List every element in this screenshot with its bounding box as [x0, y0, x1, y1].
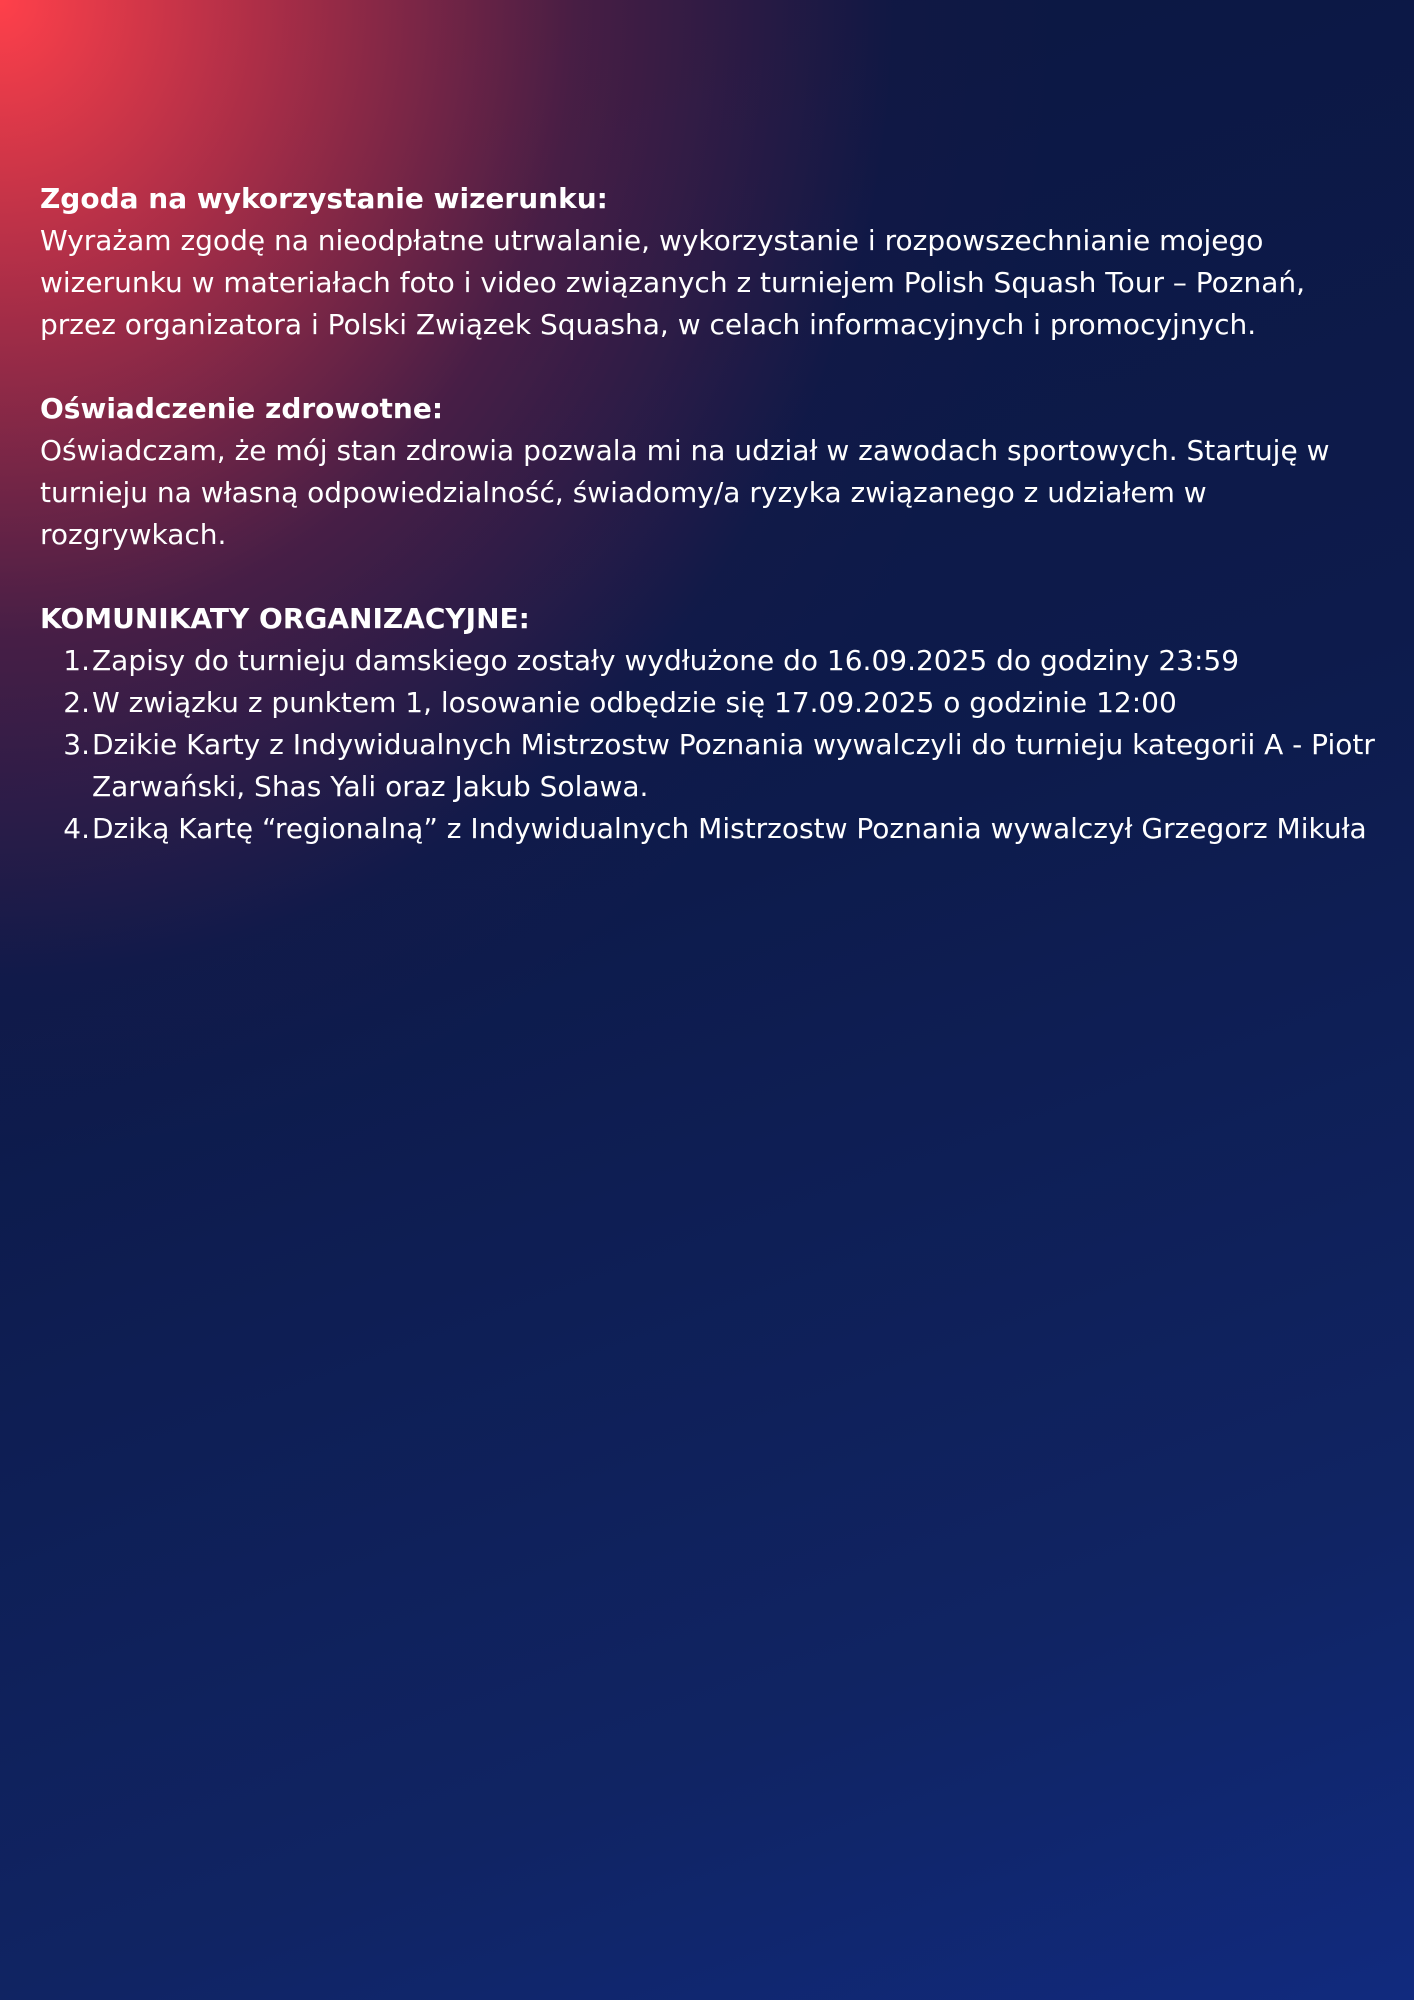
notice-text — [92, 682, 1380, 724]
spacer — [40, 346, 1380, 388]
health-line: turnieju na własną odpowiedzialność, świadomy/a ryzyka związanego z udziałem w — [40, 476, 1207, 509]
notices-list — [40, 640, 1380, 850]
health-title: Oświadczenie zdrowotne: — [40, 392, 444, 425]
notice-item — [40, 724, 1380, 808]
consent-line: Wyrażam zgodę na nieodpłatne utrwalanie, wykorzystanie i rozpowszechnianie mojego — [40, 224, 1264, 257]
consent-line: wizerunku w materiałach foto i video związanych z turniejem Polish Squash Tour – Poznań, — [40, 266, 1306, 299]
notice-line: Zarwański, Shas Yali oraz Jakub Solawa. — [92, 770, 649, 803]
notice-item — [40, 640, 1380, 682]
notice-text — [92, 724, 1380, 808]
consent-line: przez organizatora i Polski Związek Squasha, w celach informacyjnych i promocyjnych. — [40, 308, 1257, 341]
spacer — [40, 556, 1380, 598]
notice-line: Zapisy do turnieju damskiego zostały wydłużone do 16.09.2025 do godziny 23:59 — [92, 644, 1240, 677]
notice-number: 3. — [63, 728, 90, 761]
document-content — [40, 178, 1380, 850]
consent-title: Zgoda na wykorzystanie wizerunku: — [40, 182, 608, 215]
notice-line: Dzikie Karty z Indywidualnych Mistrzostw Poznania wywalczyli do turnieju kategorii A - Piotr — [92, 728, 1375, 761]
notice-text — [92, 640, 1380, 682]
notice-number: 4. — [63, 812, 90, 845]
notice-line: W związku z punktem 1, losowanie odbędzie się 17.09.2025 o godzinie 12:00 — [92, 686, 1177, 719]
notice-item — [40, 682, 1380, 724]
notice-line: Dziką Kartę “regionalną” z Indywidualnych Mistrzostw Poznania wywalczył Grzegorz Mikuła — [92, 812, 1367, 845]
consent-paragraph — [40, 220, 1380, 346]
notice-number: 2. — [63, 686, 90, 719]
notice-item — [40, 808, 1380, 850]
notice-text — [92, 808, 1380, 850]
health-line: Oświadczam, że mój stan zdrowia pozwala mi na udział w zawodach sportowych. Startuję w — [40, 434, 1330, 467]
health-paragraph — [40, 430, 1380, 556]
notices-title: KOMUNIKATY ORGANIZACYJNE: — [40, 602, 530, 635]
health-line: rozgrywkach. — [40, 518, 227, 551]
notice-number: 1. — [63, 644, 90, 677]
